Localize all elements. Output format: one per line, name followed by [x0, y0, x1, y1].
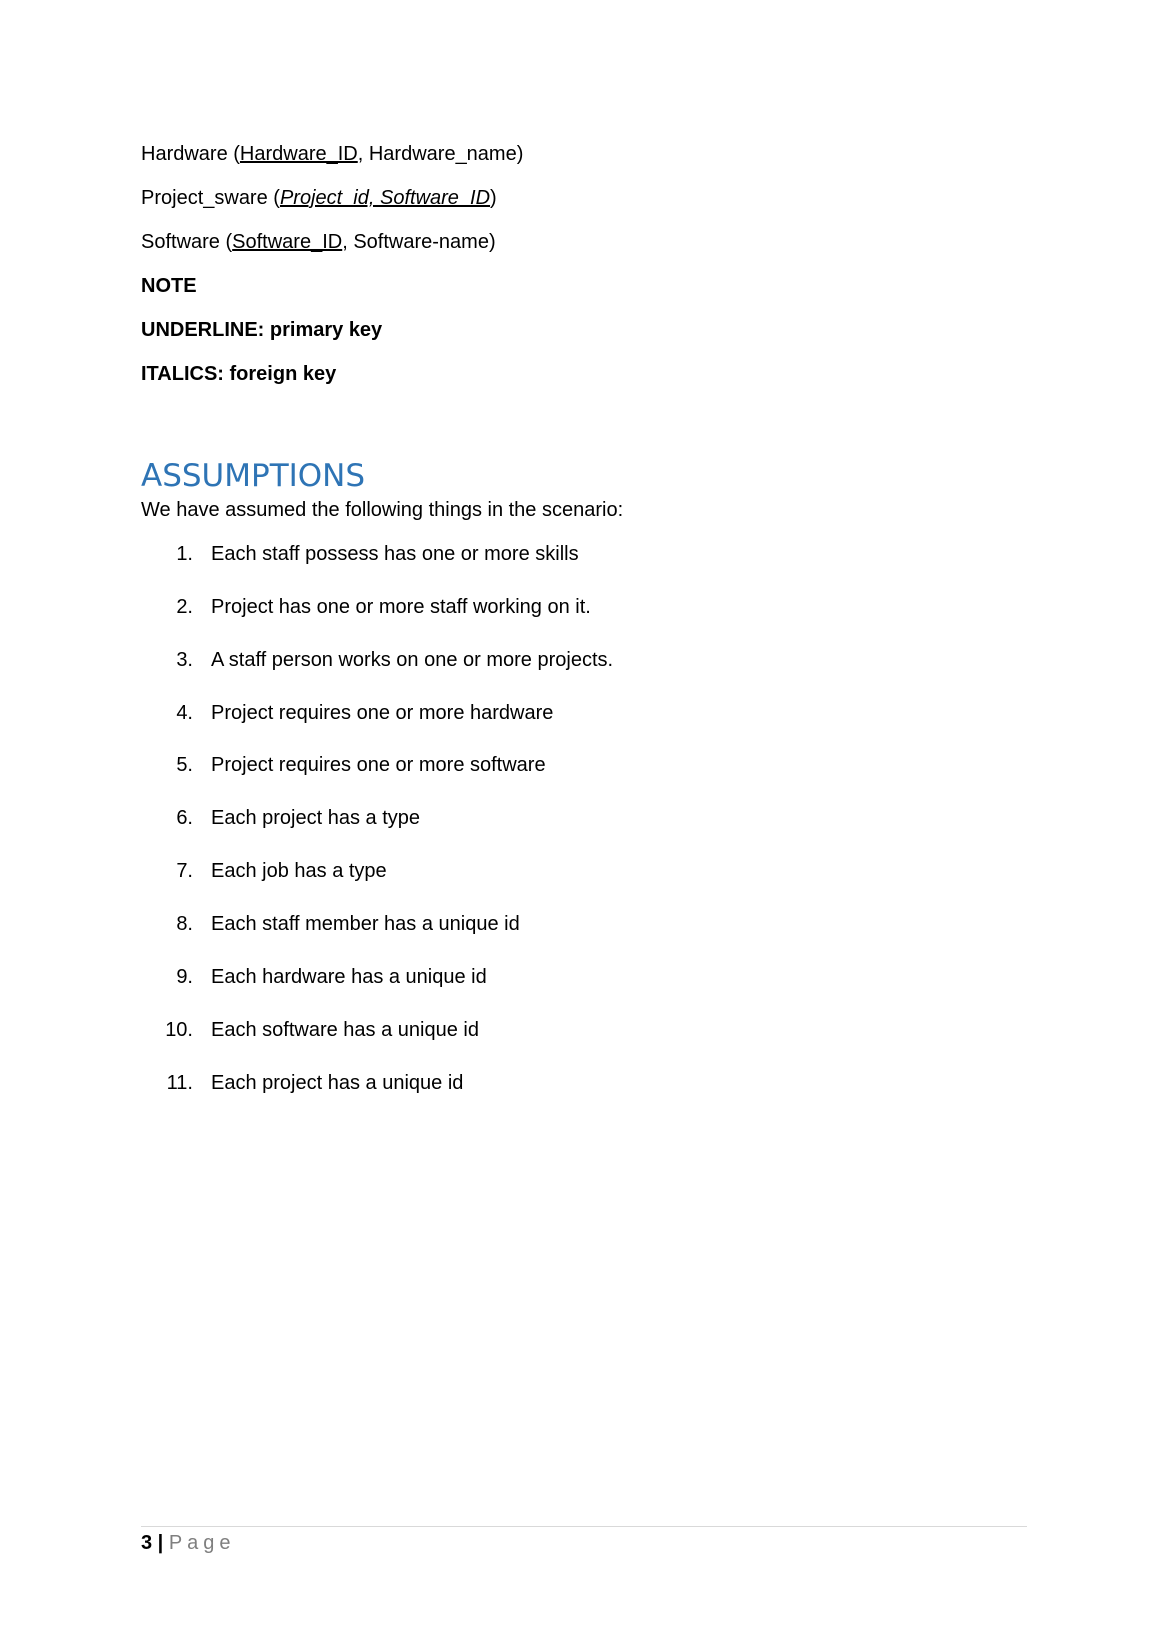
open-paren: ( — [227, 143, 240, 165]
list-text: Each software has a unique id — [211, 1019, 479, 1041]
table-name: Hardware — [141, 143, 228, 165]
page-footer — [141, 1530, 236, 1556]
list-number: 10. — [165, 1019, 193, 1041]
open-paren: ( — [219, 231, 233, 253]
schema-line-hardware — [141, 141, 523, 167]
list-text: Each staff possess has one or more skills — [211, 543, 579, 565]
note-italics-legend: ITALICS: foreign key — [141, 363, 337, 385]
list-text: Each job has a type — [211, 860, 387, 882]
note-underline-legend: UNDERLINE: primary key — [141, 319, 383, 341]
list-text: Project requires one or more hardware — [211, 702, 554, 724]
attributes: , Software-name — [342, 231, 489, 253]
assumptions-intro: We have assumed the following things in the scenario: — [141, 499, 624, 521]
list-number: 6. — [176, 807, 193, 829]
list-number: 1. — [176, 543, 193, 565]
schema-line-software — [141, 229, 496, 255]
list-text: Each project has a unique id — [211, 1072, 464, 1094]
list-number: 4. — [176, 702, 193, 724]
foreign-primary-key: Project_id, Software_ID — [279, 187, 491, 209]
close-paren: ) — [490, 187, 497, 209]
list-number: 9. — [176, 966, 193, 988]
schema-line-project-sware — [141, 185, 497, 211]
table-name: Software — [141, 231, 220, 253]
assumptions-heading: ASSUMPTIONS — [141, 458, 366, 494]
list-number: 7. — [176, 860, 193, 882]
open-paren: ( — [267, 187, 280, 209]
list-number: 11. — [166, 1072, 193, 1094]
page-number: 3 — [141, 1532, 153, 1554]
list-number: 8. — [176, 913, 193, 935]
list-text: Each project has a type — [211, 807, 421, 829]
list-text: Project requires one or more software — [211, 754, 546, 776]
page-label: Page — [168, 1532, 236, 1554]
footer-separator: | — [152, 1532, 169, 1554]
list-text: Project has one or more staff working on it. — [211, 596, 591, 618]
note-title: NOTE — [141, 275, 197, 297]
primary-key: Hardware_ID — [239, 143, 358, 165]
list-number: 2. — [176, 596, 193, 618]
table-name: Project_sware — [141, 187, 268, 209]
primary-key: Software_ID — [232, 231, 343, 253]
list-text: A staff person works on one or more projects. — [211, 649, 614, 671]
footer-divider — [141, 1526, 1027, 1527]
list-number: 3. — [176, 649, 193, 671]
close-paren: ) — [488, 231, 496, 253]
list-text: Each hardware has a unique id — [211, 966, 487, 988]
attributes: , Hardware_name — [357, 143, 517, 165]
list-text: Each staff member has a unique id — [211, 913, 520, 935]
list-number: 5. — [176, 754, 193, 776]
close-paren: ) — [516, 143, 524, 165]
